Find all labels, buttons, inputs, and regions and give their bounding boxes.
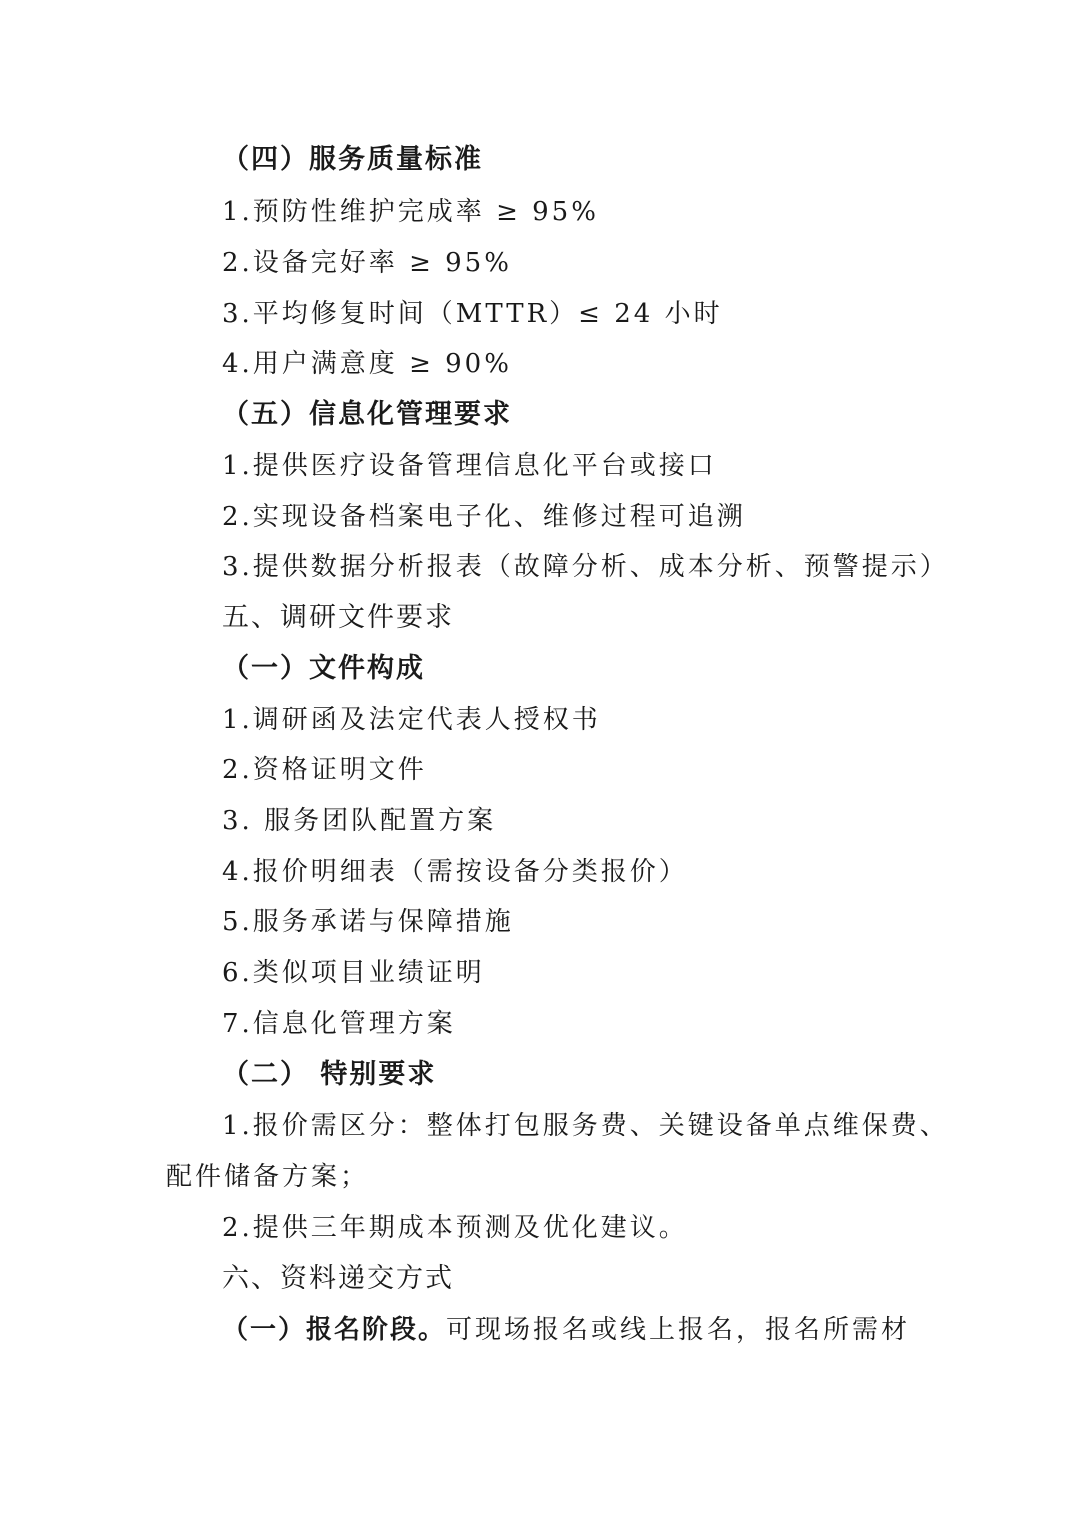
paragraph-line: 2.提供三年期成本预测及优化建议。 — [222, 1213, 688, 1243]
section-heading-informatization: （五）信息化管理要求 — [222, 399, 512, 430]
paragraph-line — [222, 1312, 910, 1348]
list-item: 1.调研函及法定代表人授权书 — [222, 705, 601, 735]
list-item: 1.提供医疗设备管理信息化平台或接口 — [222, 451, 717, 481]
list-item: 3.提供数据分析报表（故障分析、成本分析、预警提示） — [222, 552, 949, 582]
list-item: 2.实现设备档案电子化、维修过程可追溯 — [222, 502, 746, 532]
section-heading-special-requirements: （二） 特别要求 — [222, 1059, 437, 1090]
section-heading-doc-composition: （一）文件构成 — [222, 653, 425, 684]
paragraph-line: 配件储备方案； — [166, 1162, 370, 1192]
chapter-heading-research-docs: 五、调研文件要求 — [222, 602, 454, 633]
list-item: 5.服务承诺与保障措施 — [222, 907, 514, 937]
section-heading-registration: （一）报名阶段。 — [222, 1315, 447, 1345]
list-item: 4.报价明细表（需按设备分类报价） — [222, 857, 688, 887]
list-item: 2.资格证明文件 — [222, 755, 427, 785]
section-heading-quality-standards: （四）服务质量标准 — [222, 144, 483, 175]
list-item: 2.设备完好率 ≥ 95% — [222, 248, 512, 278]
list-item: 1.预防性维护完成率 ≥ 95% — [222, 197, 599, 227]
list-item: 4.用户满意度 ≥ 90% — [222, 349, 512, 379]
list-item: 3.平均修复时间（MTTR）≤ 24 小时 — [222, 299, 723, 329]
chapter-heading-submission: 六、资料递交方式 — [222, 1263, 454, 1294]
paragraph-text: 可现场报名或线上报名，报名所需材 — [446, 1315, 911, 1345]
list-item: 3. 服务团队配置方案 — [222, 806, 497, 836]
paragraph-line: 1.报价需区分：整体打包服务费、关键设备单点维保费、 — [222, 1111, 949, 1141]
list-item: 7.信息化管理方案 — [222, 1009, 456, 1039]
list-item: 6.类似项目业绩证明 — [222, 958, 485, 988]
